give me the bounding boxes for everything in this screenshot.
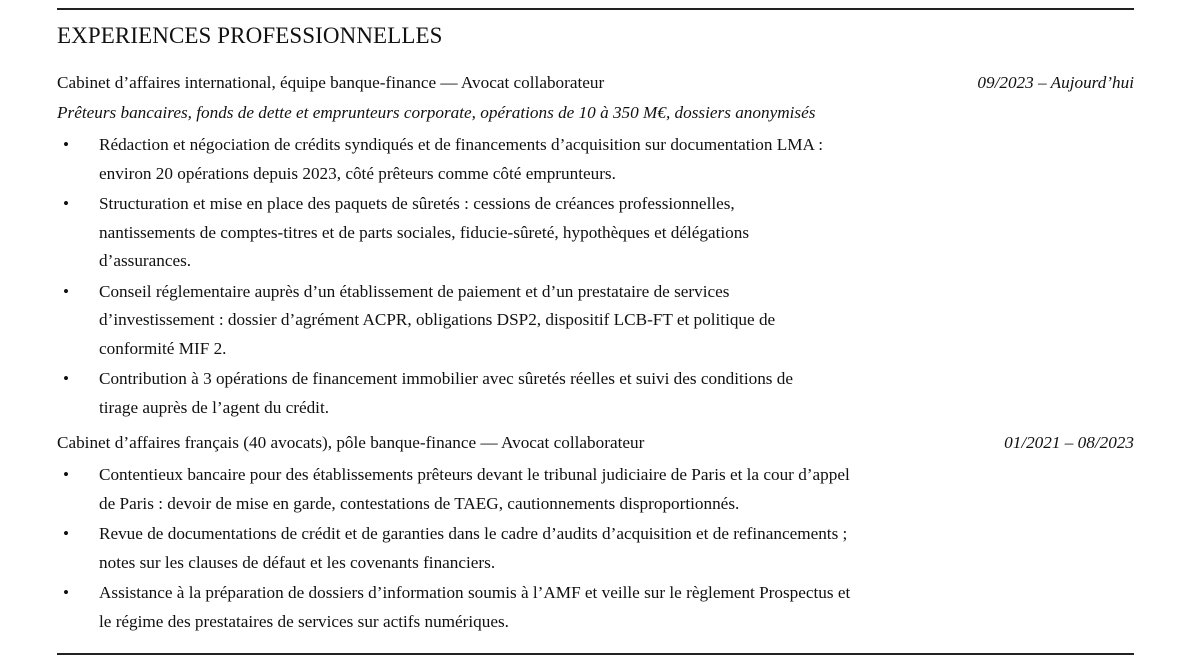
bullet-item: [57, 520, 987, 577]
bullet-text: Conseil réglementaire auprès d’un établissement de paiement et d’un prestataire de services d’investissement : dossier d’agrément ACPR, obligations DSP2, dispositif LCB-FT et politique de conformité MIF 2.: [99, 281, 776, 358]
bullet-icon: •: [63, 369, 70, 388]
job-header: [57, 73, 1134, 93]
bullet-item: [57, 131, 987, 188]
job-title: Cabinet d’affaires français (40 avocats), pôle banque-finance — Avocat collaborateur: [57, 433, 645, 452]
job-dates: 09/2023 – Aujourd’hui: [977, 73, 1134, 92]
bullet-icon: •: [63, 281, 70, 301]
job-header: [57, 433, 1134, 453]
bottom-rule: [57, 653, 1134, 655]
bullet-item: [57, 190, 987, 276]
bullet-text: Assistance à la préparation de dossiers d’information soumis à l’AMF et veille sur le règlement Prospectus et le régime des prestataires de services sur actifs numériques.: [99, 583, 851, 631]
job-bullet-list: [57, 131, 987, 424]
job-subtitle: Prêteurs bancaires, fonds de dette et emprunteurs corporate, opérations de 10 à 350 M€, dossiers anonymisés: [57, 103, 816, 122]
top-rule: [57, 8, 1134, 10]
bullet-icon: •: [63, 194, 70, 213]
job-dates: 01/2021 – 08/2023: [1004, 433, 1134, 452]
job-bullet-list: [57, 461, 987, 638]
bullet-text: Contribution à 3 opérations de financement immobilier avec sûretés réelles et suivi des conditions de tirage auprès de l’agent du crédit.: [99, 369, 793, 417]
job-title: Cabinet d’affaires international, équipe banque-finance — Avocat collaborateur: [57, 73, 605, 92]
bullet-icon: •: [63, 524, 70, 543]
bullet-item: [57, 461, 987, 518]
bullet-item: [57, 365, 987, 422]
bullet-icon: •: [63, 135, 70, 154]
bullet-icon: •: [63, 583, 70, 602]
bullet-item: [57, 278, 987, 364]
section-title: EXPERIENCES PROFESSIONNELLES: [57, 23, 443, 48]
bullet-text: Revue de documentations de crédit et de garanties dans le cadre d’audits d’acquisition et de refinancements ; notes sur les clauses de défaut et les covenants financiers.: [99, 524, 848, 572]
bullet-item: [57, 579, 987, 636]
bullet-text: Rédaction et négociation de crédits syndiqués et de financements d’acquisition sur documentation LMA : environ 20 opérations depuis 2023, côté prêteurs comme côté emprunteurs.: [99, 135, 824, 183]
bullet-icon: •: [63, 465, 70, 484]
bullet-text: Contentieux bancaire pour des établissements prêteurs devant le tribunal judiciaire de Paris et la cour d’appel de Paris : devoir de mise en garde, contestations de TAEG, cautionnements disproportionnés.: [99, 465, 850, 513]
bullet-text: Structuration et mise en place des paquets de sûretés : cessions de créances professionnelles, nantissements de comptes-titres et de parts sociales, fiducie-sûreté, hypothèques et délégations d’assurances.: [99, 194, 750, 270]
